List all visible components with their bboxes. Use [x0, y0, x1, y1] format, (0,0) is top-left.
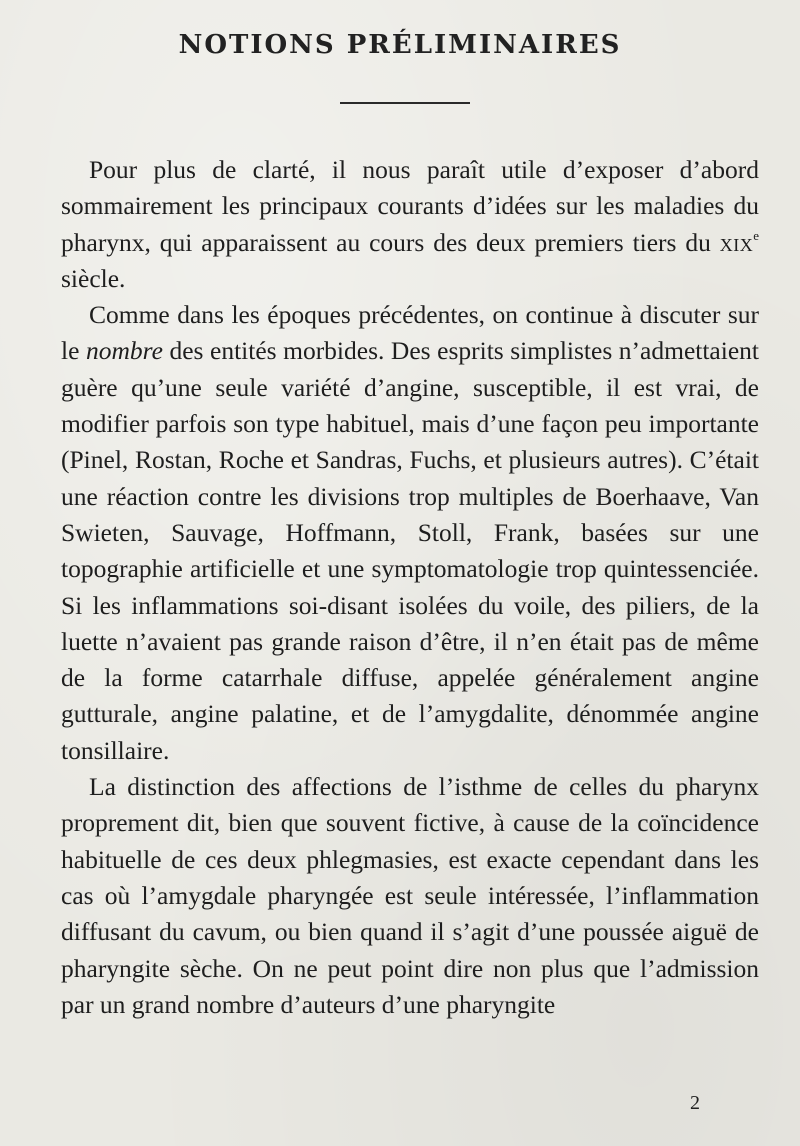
- emphasized-word: nombre: [85, 336, 163, 366]
- paragraph-1-text-b: siècle.: [61, 263, 126, 293]
- chapter-heading: NOTIONS PRÉLIMINAIRES: [178, 30, 622, 60]
- paragraph-2-text-b: des entités morbides. Des esprits simplistes n’admettaient guère qu’une seule variété d’angine, susceptible, il est vrai, de modifier parfois son type habituel, mais d’une façon peu importante (Pinel, Rostan, Roche et Sandras, Fuchs, et plusieurs autres). C’était une réaction contre les divisions trop multiples de Boerhaave, Van Swieten, Sauvage, Hoffmann, Stoll, Frank, basées sur une topographie artificielle et une symptomatologie trop quintessenciée. Si les inflammations soi-disant isolées du voile, des piliers, de la luette n’avaient pas grande raison d’être, il n’en était pas de même de la forme catarrhale diffuse, appelée généralement angine gutturale, angine palatine, et de l’amygdalite, dénommée angine tonsillaire.: [61, 336, 759, 765]
- paragraph-2-text-a: Comme dans les époques précédentes, on continue à discuter sur le: [61, 300, 759, 366]
- paragraph-2: [61, 297, 759, 769]
- heading-rule: [340, 102, 470, 104]
- paragraph-3: [61, 769, 759, 1023]
- page-number: 2: [690, 1092, 700, 1114]
- century-superscript: e: [753, 227, 759, 243]
- century-numeral: xix: [719, 227, 754, 257]
- paragraph-3-text: La distinction des affections de l’isthme de celles du pharynx proprement dit, bien que souvent fictive, à cause de la coïncidence habituelle de ces deux phlegmasies, est exacte cependant dans les cas où l’amygdale pharyngée est seule intéressée, l’inflammation diffusant du cavum, ou bien quand il s’agit d’une poussée aiguë de pharyngite sèche. On ne peut point dire non plus que l’admission par un grand nombre d’auteurs d’une pharyngite: [61, 772, 759, 1019]
- paragraph-1-text-a: Pour plus de clarté, il nous paraît utile d’exposer d’abord sommairement les principaux courants d’idées sur les maladies du pharynx, qui apparaissent au cours des deux premiers tiers du: [61, 155, 759, 257]
- paragraph-1: [61, 152, 759, 297]
- body-text: [61, 152, 759, 1023]
